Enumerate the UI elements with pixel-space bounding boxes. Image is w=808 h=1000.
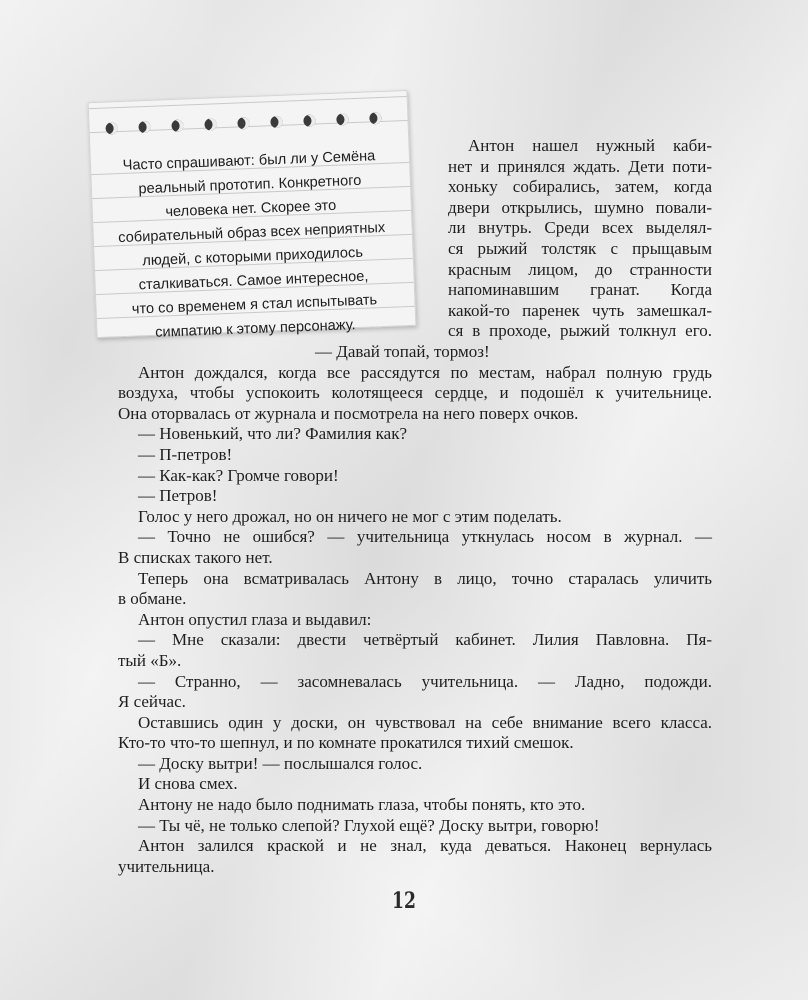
text-line: В списках такого нет. bbox=[118, 547, 273, 567]
text-line: Я сейчас. bbox=[118, 692, 186, 712]
binding-hole-icon bbox=[303, 114, 315, 126]
text-line: воздуха, чтобы успокоить колотящееся сердце, и подошёл к учительнице. bbox=[118, 383, 712, 403]
text-line: в обмане. bbox=[118, 589, 187, 609]
text-line: Антон дождался, когда все рассядутся по местам, набрал полную грудь bbox=[138, 362, 712, 382]
text-line: ся рыжий толстяк с прыщавым bbox=[448, 238, 712, 258]
text-line: И снова смех. bbox=[138, 774, 238, 794]
text-line: Антону не надо было поднимать глаза, чтобы понять, кто это. bbox=[138, 795, 586, 815]
text-line: Теперь она всматривалась Антону в лицо, точно старалась уличить bbox=[138, 568, 712, 588]
dialogue-line: — Странно, — засомневалась учительница. — Ладно, подожди. bbox=[138, 671, 712, 691]
dialogue-line: — Петров! bbox=[138, 486, 218, 506]
text-line: ли внутрь. Среди всех выделял- bbox=[448, 218, 712, 238]
dialogue-line: — Доску вытри! — послышался голос. bbox=[138, 753, 423, 773]
text-line: Антон нашел нужный каби- bbox=[468, 136, 712, 155]
text-line: ся в проходе, рыжий толкнул его. bbox=[448, 321, 712, 341]
text-line: Кто-то что-то шепнул, и по комнате прокатился тихий смешок. bbox=[118, 733, 574, 753]
text-line: учительница. bbox=[118, 856, 215, 876]
note-line: людей, с которыми приходилось bbox=[142, 244, 364, 270]
text-line: хоньку собирались, затем, когда bbox=[448, 177, 712, 197]
binding-hole-icon bbox=[105, 122, 117, 134]
binding-hole-icon bbox=[171, 120, 183, 132]
binding-hole-icon bbox=[204, 118, 216, 130]
dialogue-line: — Точно не ошибся? — учительница уткнулась носом в журнал. — bbox=[138, 527, 712, 547]
text-line: Голос у него дрожал, но он ничего не мог с этим поделать. bbox=[138, 506, 562, 526]
text-line: Оставшись один у доски, он чувствовал на себе внимание всего класса. bbox=[138, 712, 712, 732]
text-line: красным лицом, до странности bbox=[448, 259, 712, 279]
dialogue-line: — П-петров! bbox=[138, 444, 233, 464]
note-line: Часто спрашивают: был ли у Семёна bbox=[122, 148, 376, 174]
right-column-paragraph bbox=[448, 136, 712, 342]
main-text bbox=[118, 342, 712, 877]
note-line: что со временем я стал испытывать bbox=[131, 292, 378, 318]
text-line: Она оторвалась от журнала и посмотрела на него поверх очков. bbox=[118, 403, 579, 423]
binding-hole-icon bbox=[336, 113, 348, 125]
dialogue-line: — Мне сказали: двести четвёртый кабинет. Лилия Павловна. Пя- bbox=[138, 630, 712, 650]
dialogue-line: — Новенький, что ли? Фамилия как? bbox=[138, 424, 408, 444]
note-binding-holes bbox=[103, 112, 393, 139]
text-line: Антон залился краской и не знал, куда деваться. Наконец вернулась bbox=[138, 836, 712, 856]
binding-hole-icon bbox=[237, 117, 249, 129]
text-line: тый «Б». bbox=[118, 650, 182, 670]
binding-hole-icon bbox=[270, 116, 282, 128]
page-number: 12 bbox=[392, 888, 416, 914]
text-line: напоминавшим гранат. Когда bbox=[448, 280, 712, 300]
dialogue-line: — Как-как? Громче говори! bbox=[138, 465, 339, 485]
dialogue-line: — Давай топай, тормоз! bbox=[315, 342, 490, 361]
note-line: собирательный образ всех неприятных bbox=[117, 219, 386, 247]
note-line: симпатию к этому персонажу. bbox=[154, 317, 356, 341]
note-text bbox=[109, 144, 396, 347]
text-line: Антон опустил глаза и выдавил: bbox=[138, 609, 372, 629]
binding-hole-icon bbox=[369, 112, 381, 124]
note-line: человека нет. Скорее это bbox=[165, 197, 337, 221]
text-line: двери открылись, шумно повали- bbox=[448, 197, 712, 217]
text-line: нет и принялся ждать. Дети поти- bbox=[448, 156, 712, 176]
binding-hole-icon bbox=[138, 121, 150, 133]
note-line: сталкиваться. Самое интересное, bbox=[138, 268, 369, 294]
dialogue-line: — Ты чё, не только слепой? Глухой ещё? Доску вытри, говорю! bbox=[138, 815, 600, 835]
note-line: реальный прототип. Конкретного bbox=[138, 172, 362, 198]
sticky-note bbox=[88, 90, 417, 341]
text-line: какой-то паренек чуть замешкал- bbox=[448, 300, 712, 320]
